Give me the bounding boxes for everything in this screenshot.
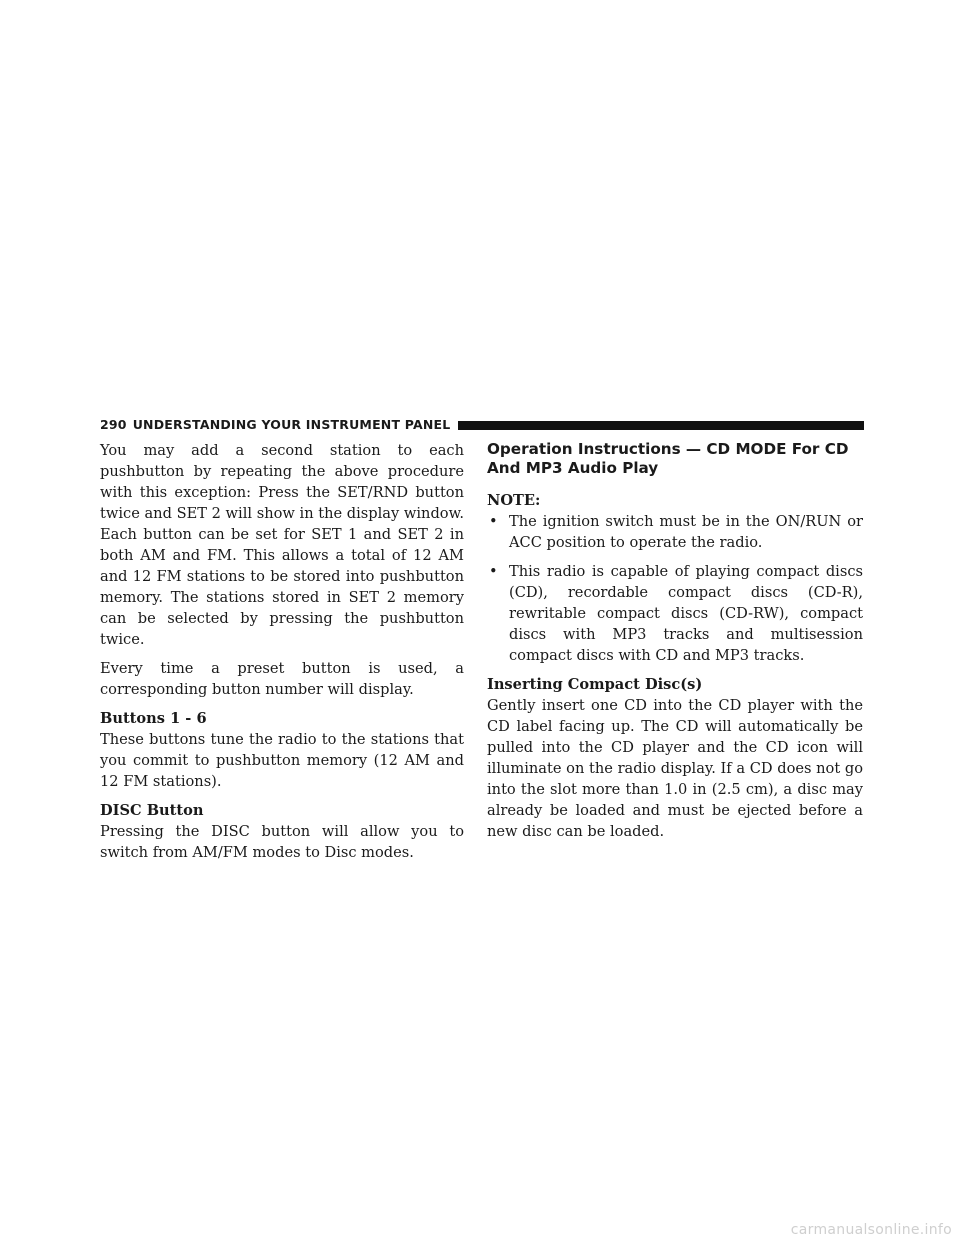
- list-item-text: This radio is capable of playing compact discs (CD), recordable compact discs (CD-R), rewritable compact discs (CD-RW), compact discs with MP3 tracks and multisession compact discs with CD and MP3 tracks.: [509, 563, 863, 664]
- note-label: NOTE:: [487, 492, 541, 509]
- left-column: [100, 440, 464, 871]
- page-number: 290: [100, 417, 127, 432]
- list-item: [487, 511, 863, 553]
- paragraph-second-station: You may add a second station to each pushbutton by repeating the above procedure with this exception: Press the SET/RND button twice and SET 2 will show in the display window. Each button can be set for SET 1 and SET 2 in both AM and FM. This allows a total of 12 AM and 12 FM stations to be stored into pushbutton memory. The stations stored in SET 2 memory can be selected by pressing the pushbutton twice.: [100, 442, 464, 648]
- section-title: UNDERSTANDING YOUR INSTRUMENT PANEL: [132, 417, 451, 432]
- heading-disc-button: DISC Button: [100, 802, 204, 819]
- watermark: carmanualsonline.info: [790, 1222, 952, 1238]
- header-rule: [458, 421, 864, 430]
- list-item-text: The ignition switch must be in the ON/RUN or ACC position to operate the radio.: [509, 513, 863, 551]
- heading-inserting-compact-discs: Inserting Compact Disc(s): [487, 676, 703, 693]
- right-column: [487, 440, 863, 850]
- list-item: [487, 561, 863, 666]
- note-list: [487, 511, 863, 666]
- heading-buttons-1-6: Buttons 1 - 6: [100, 710, 207, 727]
- paragraph-disc-button: Pressing the DISC button will allow you to switch from AM/FM modes to Disc modes.: [100, 823, 464, 861]
- bullet-icon: •: [489, 563, 498, 580]
- page-header: [100, 418, 864, 432]
- heading-operation-instructions: Operation Instructions — CD MODE For CD And MP3 Audio Play: [487, 440, 849, 477]
- paragraph-preset-display: Every time a preset button is used, a corresponding button number will display.: [100, 660, 464, 698]
- bullet-icon: •: [489, 513, 498, 530]
- paragraph-buttons-1-6: These buttons tune the radio to the stations that you commit to pushbutton memory (12 AM and 12 FM stations).: [100, 731, 464, 790]
- paragraph-inserting-compact-discs: Gently insert one CD into the CD player with the CD label facing up. The CD will automatically be pulled into the CD player and the CD icon will illuminate on the radio display. If a CD does not go into the slot more than 1.0 in (2.5 cm), a disc may already be loaded and must be ejected before a new disc can be loaded.: [487, 697, 863, 840]
